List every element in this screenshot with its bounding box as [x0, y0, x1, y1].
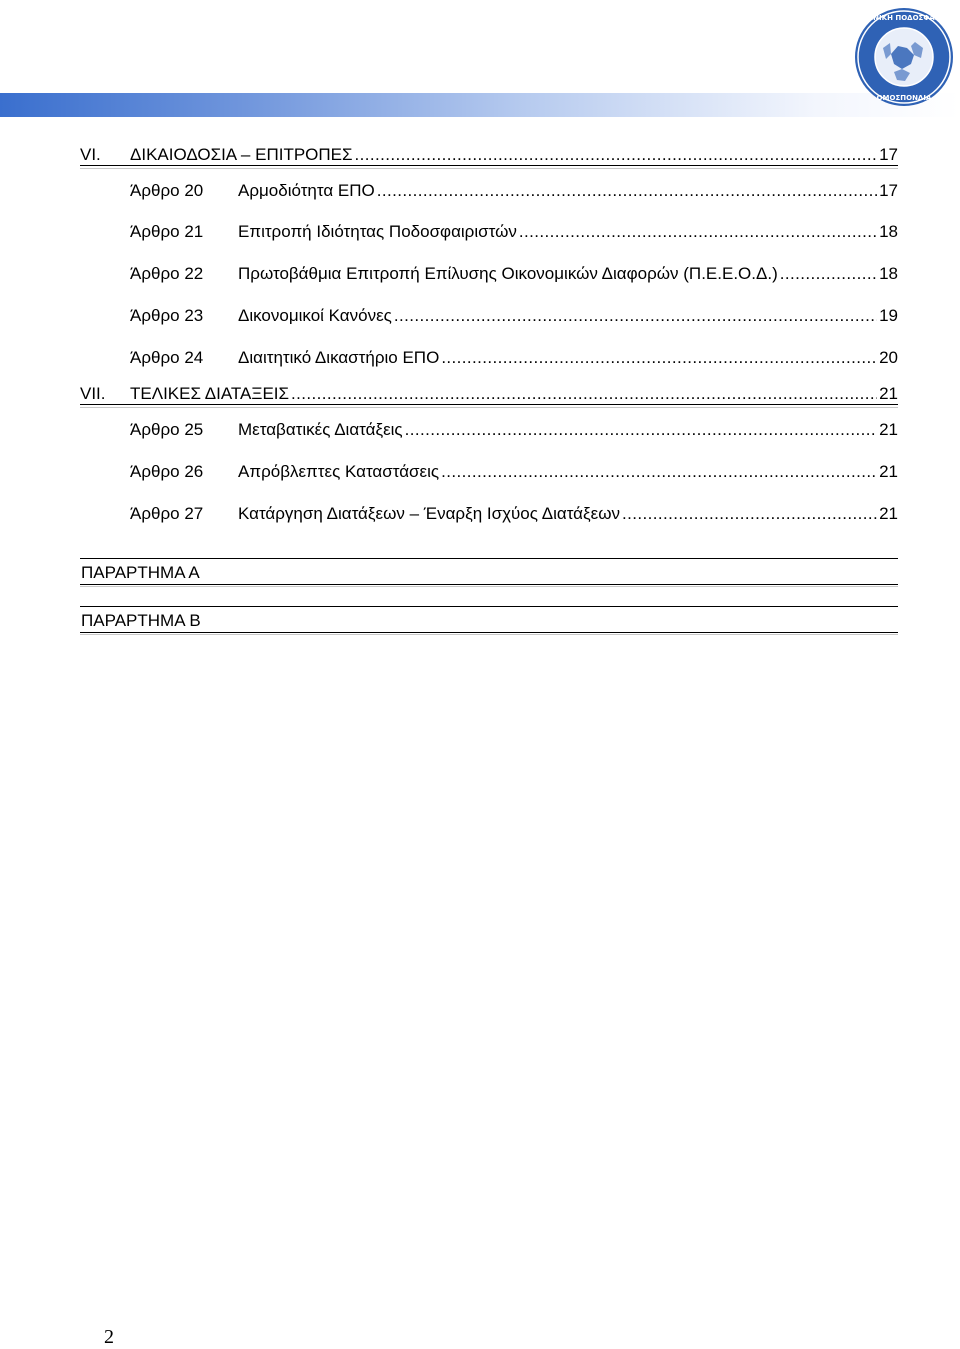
- article-title: Πρωτοβάθμια Επιτροπή Επίλυσης Οικονομικών Διαφορών (Π.Ε.Ε.Ο.Δ.): [238, 264, 778, 283]
- toc-annex-b[interactable]: [80, 606, 898, 633]
- toc-article-23[interactable]: [80, 306, 898, 326]
- page-ref: 17: [879, 145, 898, 164]
- article-label: Άρθρο 23: [130, 306, 204, 325]
- svg-text:ΕΛΛΗΝΙΚΗ ΠΟΔΟΣΦΑΙΡΙΚΗ: ΕΛΛΗΝΙΚΗ ΠΟΔΟΣΦΑΙΡΙΚΗ: [853, 14, 955, 22]
- annex-title: ΠΑΡΑΡΤΗΜΑ Α: [81, 563, 200, 582]
- chapter-title: ΤΕΛΙΚΕΣ ΔΙΑΤΑΞΕΙΣ: [130, 384, 290, 403]
- article-label: Άρθρο 25: [130, 420, 204, 439]
- page-ref: 21: [879, 420, 898, 439]
- dot-leader: [355, 145, 878, 165]
- chapter-number: VI.: [80, 145, 101, 164]
- toc-chapter-vi[interactable]: [80, 145, 898, 166]
- toc-article-26[interactable]: [80, 462, 898, 482]
- page-ref: 19: [879, 306, 898, 325]
- article-label: Άρθρο 22: [130, 264, 204, 283]
- dot-leader: [405, 420, 877, 440]
- toc-article-25[interactable]: [80, 420, 898, 440]
- dot-leader: [377, 181, 877, 201]
- chapter-number: VII.: [80, 384, 106, 403]
- page-ref: 18: [879, 264, 898, 283]
- dot-leader: [441, 462, 877, 482]
- page-ref: 21: [879, 462, 898, 481]
- federation-seal-icon: [853, 6, 955, 108]
- toc-article-20[interactable]: [80, 181, 898, 201]
- article-title: Δικονομικοί Κανόνες: [238, 306, 392, 325]
- federation-logo: [853, 6, 955, 108]
- article-label: Άρθρο 20: [130, 181, 204, 200]
- dot-leader: [622, 504, 877, 524]
- toc-article-21[interactable]: [80, 222, 898, 242]
- toc-annex-a[interactable]: [80, 558, 898, 585]
- toc-article-27[interactable]: [80, 504, 898, 524]
- article-title: Κατάργηση Διατάξεων – Έναρξη Ισχύος Διατάξεων: [238, 504, 620, 523]
- toc-article-22[interactable]: [80, 264, 898, 284]
- page-ref: 21: [879, 384, 898, 403]
- article-label: Άρθρο 21: [130, 222, 204, 241]
- article-title: Μεταβατικές Διατάξεις: [238, 420, 403, 439]
- article-title: Επιτροπή Ιδιότητας Ποδοσφαιριστών: [238, 222, 517, 241]
- page-ref: 18: [879, 222, 898, 241]
- toc-chapter-vii[interactable]: [80, 384, 898, 405]
- dot-leader: [519, 222, 877, 242]
- svg-text:ΟΜΟΣΠΟΝΔΙΑ: ΟΜΟΣΠΟΝΔΙΑ: [876, 94, 932, 102]
- article-label: Άρθρο 24: [130, 348, 204, 367]
- dot-leader: [291, 384, 877, 404]
- header-gradient-bar: [0, 93, 960, 117]
- page-ref: 21: [879, 504, 898, 523]
- page-ref: 17: [879, 181, 898, 200]
- chapter-title: ΔΙΚΑΙΟΔΟΣΙΑ – ΕΠΙΤΡΟΠΕΣ: [130, 145, 353, 164]
- page-ref: 20: [879, 348, 898, 367]
- article-label: Άρθρο 26: [130, 462, 204, 481]
- article-title: Απρόβλεπτες Καταστάσεις: [238, 462, 440, 481]
- article-label: Άρθρο 27: [130, 504, 204, 523]
- toc-article-24[interactable]: [80, 348, 898, 368]
- annex-title: ΠΑΡΑΡΤΗΜΑ Β: [81, 611, 201, 630]
- article-title: Διαιτητικό Δικαστήριο ΕΠΟ: [238, 348, 440, 367]
- dot-leader: [394, 306, 877, 326]
- dot-leader: [780, 264, 877, 284]
- page-number: 2: [104, 1326, 114, 1348]
- dot-leader: [441, 348, 877, 368]
- article-title: Αρμοδιότητα ΕΠΟ: [238, 181, 375, 200]
